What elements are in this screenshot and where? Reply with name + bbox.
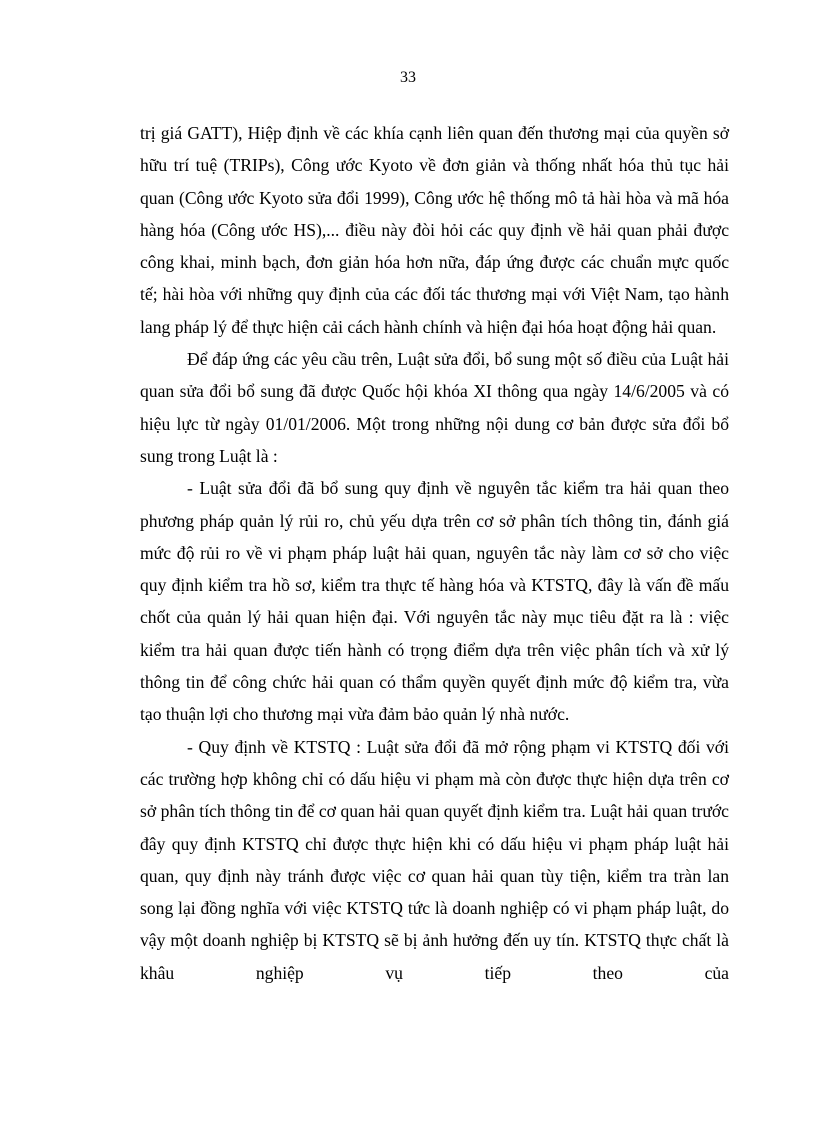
paragraph-amended-law: Để đáp ứng các yêu cầu trên, Luật sửa đổi, bổ sung một số điều của Luật hải quan sửa đổi bổ sung đã được Quốc hội khóa XI thông qua ngày 14/6/2005 và có hiệu lực từ ngày 01/01/2006. Một trong những nội dung cơ bản được sửa đổi bổ sung trong Luật là :	[140, 349, 729, 466]
page-number: 33	[400, 69, 416, 86]
paragraph-post-clearance-audit: - Quy định về KTSTQ : Luật sửa đổi đã mở rộng phạm vi KTSTQ đối với các trường hợp không chỉ có dấu hiệu vi phạm mà còn được thực hiện dựa trên cơ sở phân tích thông tin để cơ quan hải quan quyết định kiểm tra. Luật hải quan trước đây quy định KTSTQ chỉ được thực hiện khi có dấu hiệu vi phạm pháp luật hải quan, quy định này tránh được việc cơ quan hải quan tùy tiện, kiểm tra tràn lan song lại đồng nghĩa với việc KTSTQ tức là doanh nghiệp có vi phạm pháp luật, do vậy một doanh nghiệp bị KTSTQ sẽ bị ảnh hưởng đến uy tín. KTSTQ thực chất là khâu nghiệp vụ tiếp theo của	[140, 736, 729, 983]
document-body	[140, 117, 729, 989]
paragraph-risk-management: - Luật sửa đổi đã bổ sung quy định về nguyên tắc kiểm tra hải quan theo phương pháp quản lý rủi ro, chủ yếu dựa trên cơ sở phân tích thông tin, đánh giá mức độ rủi ro về vi phạm pháp luật hải quan, nguyên tắc này làm cơ sở cho việc quy định kiểm tra hồ sơ, kiểm tra thực tế hàng hóa và KTSTQ, đây là vấn đề mấu chốt của quản lý hải quan hiện đại. Với nguyên tắc này mục tiêu đặt ra là : việc kiểm tra hải quan được tiến hành có trọng điểm dựa trên việc phân tích và xử lý thông tin để công chức hải quan có thẩm quyền quyết định mức độ kiểm tra, vừa tạo thuận lợi cho thương mại vừa đảm bảo quản lý nhà nước.	[140, 478, 729, 725]
paragraph-continuation: trị giá GATT), Hiệp định về các khía cạnh liên quan đến thương mại của quyền sở hữu trí tuệ (TRIPs), Công ước Kyoto về đơn giản và thống nhất hóa thủ tục hải quan (Công ước Kyoto sửa đổi 1999), Công ước hệ thống mô tả hài hòa và mã hóa hàng hóa (Công ước HS),... điều này đòi hỏi các quy định về hải quan phải được công khai, minh bạch, đơn giản hóa hơn nữa, đáp ứng được các chuẩn mực quốc tế; hài hòa với những quy định của các đối tác thương mại với Việt Nam, tạo hành lang pháp lý để thực hiện cải cách hành chính và hiện đại hóa hoạt động hải quan.	[140, 123, 729, 337]
